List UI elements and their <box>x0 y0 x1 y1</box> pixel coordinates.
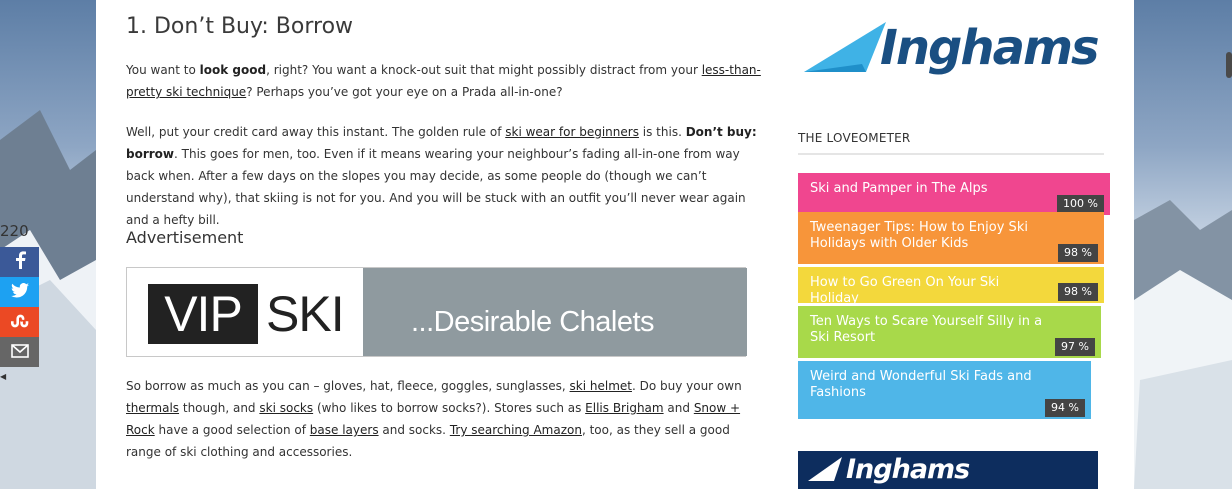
loveometer-item-title: How to Go Green On Your Ski Holiday <box>810 275 1000 306</box>
paragraph-text: Well, put your credit card away this instant. The golden rule of <box>126 125 506 139</box>
inline-link[interactable]: ski helmet <box>569 379 632 393</box>
stumbleupon-icon <box>11 313 29 332</box>
loveometer-percent-badge: 98 % <box>1058 244 1098 262</box>
loveometer-title: THE LOVEOMETER <box>798 131 911 145</box>
paragraph-text: . Do buy your own <box>631 379 742 393</box>
loveometer-percent-badge: 100 % <box>1057 195 1104 213</box>
inline-link[interactable]: Try searching Amazon <box>449 423 582 437</box>
loveometer-percent-badge: 98 % <box>1058 283 1098 301</box>
inline-link[interactable]: thermals <box>126 401 180 415</box>
paragraph-text: ? Perhaps you’ve got your eye on a Prada all-in-one? <box>246 85 563 99</box>
loveometer-item-title: Tweenager Tips: How to Enjoy Ski Holidays with Older Kids <box>810 220 1028 251</box>
paragraph-1 <box>126 59 768 103</box>
bold-text: look good <box>199 63 267 77</box>
facebook-icon <box>14 251 26 273</box>
collapse-arrow-icon[interactable]: ◀ <box>0 372 7 381</box>
vip-logo-box: VIP <box>148 284 258 344</box>
email-icon <box>11 343 29 362</box>
paragraph-text: , right? You want a knock-out suit that might possibly distract from your <box>266 63 702 77</box>
loveometer-item-title: Ten Ways to Scare Yourself Silly in a Ski Resort <box>810 314 1043 345</box>
paragraph-text: . This goes for men, too. Even if it means wearing your neighbour’s fading all-in-one from way back when. After a few days on the slopes you may decide, as some people do (though we can’t understand why), that skiing is not for you. And you will be stuck with an outfit you’ll never wear again and a hefty bill. <box>126 147 746 227</box>
banner-tagline-panel <box>363 268 747 356</box>
inline-link[interactable]: ski wear for beginners <box>505 125 639 139</box>
paragraph-3 <box>126 375 768 463</box>
loveometer-item[interactable] <box>798 173 1110 215</box>
scrollbar-thumb[interactable] <box>1226 52 1232 78</box>
inline-link[interactable]: base layers <box>309 423 379 437</box>
loveometer-divider <box>798 153 1104 155</box>
advertisement-label: Advertisement <box>126 228 244 247</box>
twitter-share-button[interactable] <box>0 277 39 307</box>
paragraph-text: is this. <box>638 125 686 139</box>
paragraph-text: have a good selection of <box>154 423 310 437</box>
banner-tagline: ...Desirable Chalets <box>411 306 655 338</box>
loveometer-percent-badge: 97 % <box>1055 338 1095 356</box>
loveometer-item[interactable] <box>798 306 1101 358</box>
logo-swoosh-shape <box>804 22 886 72</box>
paragraph-text: (who likes to borrow socks?). Stores such as <box>313 401 586 415</box>
main-content <box>96 0 1134 489</box>
paragraph-text: though, and <box>179 401 260 415</box>
paragraph-text: and <box>663 401 694 415</box>
inghams-sidebar-ad[interactable] <box>798 451 1098 489</box>
share-count: 220 <box>0 222 29 240</box>
section-heading: 1. Don’t Buy: Borrow <box>126 14 354 39</box>
loveometer-item[interactable] <box>798 267 1104 306</box>
twitter-icon <box>11 283 29 302</box>
email-share-button[interactable] <box>0 337 39 367</box>
paragraph-text: , too, as they sell a good range of ski clothing and accessories. <box>126 423 730 459</box>
inline-link[interactable]: ski socks <box>259 401 314 415</box>
paragraph-text: You want to <box>126 63 200 77</box>
loveometer-item-title: Weird and Wonderful Ski Fads and Fashions <box>810 369 1032 400</box>
loveometer-item-title: Ski and Pamper in The Alps <box>810 181 988 196</box>
ad-logo-text: Inghams <box>846 454 970 485</box>
paragraph-2 <box>126 121 768 231</box>
ski-logo-text: SKI <box>266 286 344 342</box>
vip-ski-banner-ad[interactable] <box>126 267 746 357</box>
paragraph-text: and socks. <box>378 423 450 437</box>
inghams-logo[interactable] <box>804 14 1098 92</box>
facebook-share-button[interactable] <box>0 247 39 277</box>
logo-text: Inghams <box>880 20 1098 76</box>
inline-link[interactable]: less-than-pretty ski technique <box>126 63 761 99</box>
loveometer-item[interactable] <box>798 212 1104 264</box>
paragraph-text: So borrow as much as you can – gloves, hat, fleece, goggles, sunglasses, <box>126 379 570 393</box>
loveometer-item[interactable] <box>798 361 1091 419</box>
stumbleupon-share-button[interactable] <box>0 307 39 337</box>
inline-link[interactable]: Ellis Brigham <box>585 401 664 415</box>
bold-text: Don’t buy: borrow <box>126 125 757 161</box>
loveometer-percent-badge: 94 % <box>1045 399 1085 417</box>
inline-link[interactable]: Snow + Rock <box>126 401 741 437</box>
